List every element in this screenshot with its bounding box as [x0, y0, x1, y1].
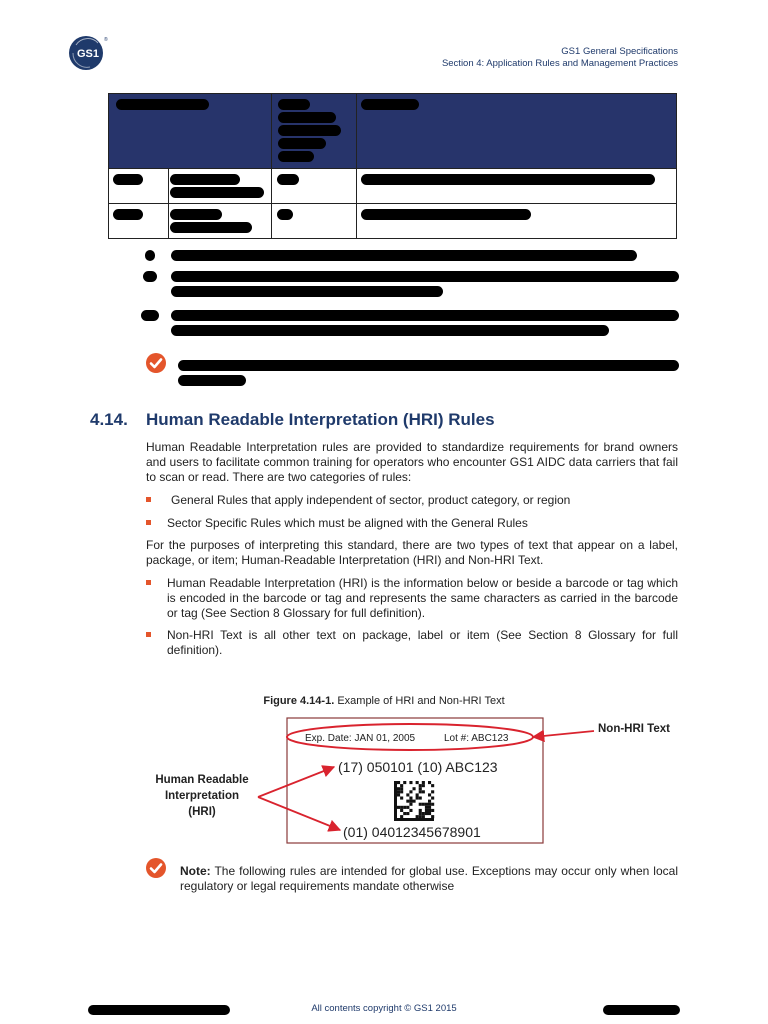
- gs1-logo: [68, 33, 110, 71]
- note-text: [180, 864, 678, 894]
- hri-label-line1: Human Readable: [155, 774, 249, 786]
- category-item: Sector Specific Rules which must be aligned with the General Rules: [167, 516, 528, 530]
- redaction-bar: [170, 222, 252, 233]
- table-divider: [356, 93, 357, 239]
- redaction-bar: [145, 250, 155, 261]
- section-title: Human Readable Interpretation (HRI) Rules: [146, 410, 495, 429]
- footer-copyright: All contents copyright © GS1 2015: [311, 1003, 457, 1014]
- redaction-bar: [603, 1005, 680, 1015]
- redaction-bar: [116, 99, 209, 110]
- redaction-bar: [278, 125, 341, 136]
- lot-text: Lot #: ABC123: [444, 733, 509, 744]
- redaction-bar: [278, 112, 336, 123]
- redaction-bar: [178, 360, 679, 371]
- redaction-bar: [170, 209, 222, 220]
- redaction-bar: [171, 325, 609, 336]
- section-number: 4.14.: [90, 410, 128, 429]
- figure-caption-number: Figure 4.14-1.: [263, 695, 335, 707]
- redaction-bar: [171, 271, 679, 282]
- note-body: The following rules are intended for global use. Exceptions may occur only when local regulatory or legal requirements mandate otherwise: [180, 864, 678, 893]
- exp-date-text: Exp. Date: JAN 01, 2005: [305, 733, 416, 744]
- checkmark-icon: [145, 352, 167, 374]
- intro-paragraph: Human Readable Interpretation rules are provided to standardize requirements for brand owners and users to facilitate common training for operators who encounter GS1 AIDC data carriers that fail to scan or read. There are two categories of rules:: [146, 440, 678, 484]
- bullet-marker: [146, 632, 151, 637]
- redaction-bar: [278, 151, 314, 162]
- hri-label-line2: Interpretation: [164, 790, 240, 802]
- redaction-bar: [278, 138, 326, 149]
- header-spec-title: GS1 General Specifications: [561, 46, 678, 57]
- bullet-marker: [146, 497, 151, 502]
- table-divider: [108, 168, 677, 169]
- redaction-bar: [143, 271, 157, 282]
- type-item-non-hri: Non-HRI Text is all other text on package, label or item (See Section 8 Glossary for full definition).: [167, 628, 678, 657]
- bullet-marker: [146, 580, 151, 585]
- redaction-bar: [277, 174, 299, 185]
- note-label: Note:: [180, 864, 211, 878]
- figure-caption-text: Example of HRI and Non-HRI Text: [334, 695, 505, 707]
- redaction-bar: [178, 375, 246, 386]
- redaction-bar: [361, 209, 531, 220]
- checkmark-icon: [145, 857, 167, 879]
- redaction-bar: [171, 310, 679, 321]
- svg-text:®: ®: [104, 37, 108, 43]
- category-item: General Rules that apply independent of sector, product category, or region: [171, 493, 571, 507]
- redaction-bar: [171, 250, 637, 261]
- redaction-bar: [170, 187, 264, 198]
- redaction-bar: [171, 286, 443, 297]
- bullet-marker: [146, 520, 151, 525]
- redaction-bar: [141, 310, 159, 321]
- types-paragraph: For the purposes of interpreting this standard, there are two types of text that appear on a label, package, or item; Human-Readable Interpretation (HRI) and Non-HRI Text.: [146, 538, 678, 567]
- non-hri-label: Non-HRI Text: [598, 723, 670, 735]
- hri-line-1: (17) 050101 (10) ABC123: [338, 759, 498, 775]
- redaction-bar: [277, 209, 293, 220]
- redaction-bar: [361, 174, 655, 185]
- table-divider: [271, 93, 272, 239]
- hri-line-2: (01) 04012345678901: [343, 824, 481, 840]
- datamatrix-barcode: [394, 781, 434, 821]
- redaction-bar: [113, 209, 143, 220]
- type-item-hri: Human Readable Interpretation (HRI) is the information below or beside a barcode or tag which is encoded in the barcode or tag and represents the same characters as carried in the barcode or tag (See Section 8 Glossary for full definition).: [167, 576, 678, 620]
- hri-label-line3: (HRI): [188, 806, 216, 818]
- header-section-title: Section 4: Application Rules and Management Practices: [441, 58, 678, 69]
- redaction-bar: [113, 174, 143, 185]
- svg-text:GS1: GS1: [77, 48, 100, 60]
- redaction-bar: [278, 99, 310, 110]
- redaction-bar: [170, 174, 240, 185]
- table-divider: [108, 203, 677, 204]
- hri-example-figure: [0, 705, 768, 855]
- redaction-bar: [361, 99, 419, 110]
